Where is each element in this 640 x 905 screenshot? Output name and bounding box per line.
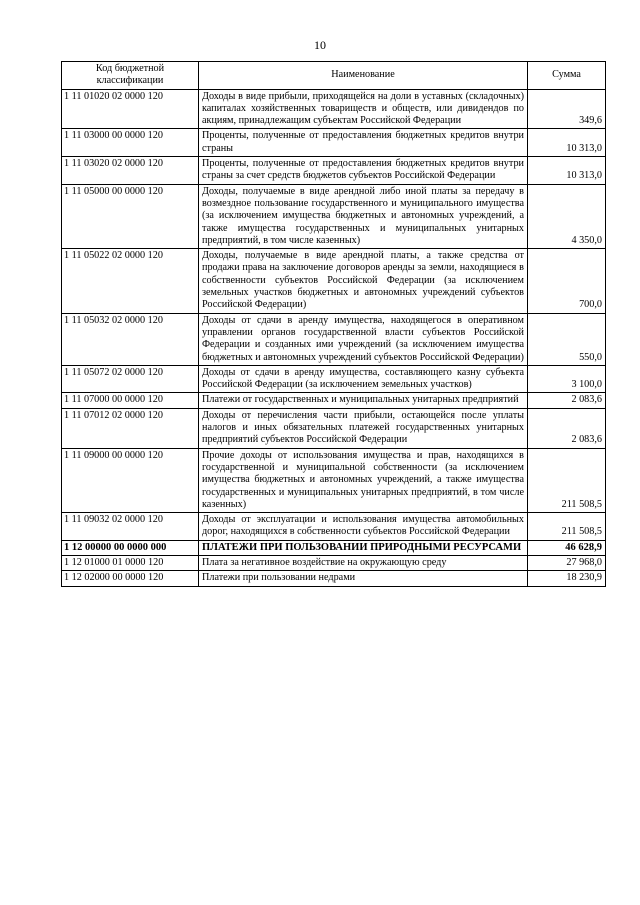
table-header-row bbox=[62, 62, 606, 90]
row-name: Плата за негативное воздействие на окружающую среду bbox=[199, 555, 528, 570]
row-name: Доходы от перечисления части прибыли, остающейся после уплаты налогов и иных обязательных платежей государственных унитарных предприятий субъектов Российской Федерации bbox=[199, 408, 528, 448]
row-name: Платежи от государственных и муниципальных унитарных предприятий bbox=[199, 393, 528, 408]
table-row bbox=[62, 157, 606, 185]
row-code: 1 12 01000 01 0000 120 bbox=[62, 555, 199, 570]
row-name: ПЛАТЕЖИ ПРИ ПОЛЬЗОВАНИИ ПРИРОДНЫМИ РЕСУРСАМИ bbox=[199, 540, 528, 555]
row-code: 1 11 05072 02 0000 120 bbox=[62, 365, 199, 393]
table-row bbox=[62, 365, 606, 393]
row-code: 1 12 00000 00 0000 000 bbox=[62, 540, 199, 555]
row-sum: 3 100,0 bbox=[528, 365, 606, 393]
row-code: 1 11 05022 02 0000 120 bbox=[62, 249, 199, 313]
header-code: Код бюджетной классификации bbox=[62, 62, 199, 90]
row-name: Прочие доходы от использования имущества и прав, находящихся в государственной и муниципальной собственности (за исключением имущества бюджетных и автономных учреждений, а также имущества государственных и муниципальных унитарных предприятий, в том числе казенных) bbox=[199, 448, 528, 512]
row-name: Проценты, полученные от предоставления бюджетных кредитов внутри страны bbox=[199, 129, 528, 157]
table-row bbox=[62, 571, 606, 586]
table-row bbox=[62, 513, 606, 541]
row-sum: 2 083,6 bbox=[528, 408, 606, 448]
row-sum: 700,0 bbox=[528, 249, 606, 313]
row-code: 1 11 09032 02 0000 120 bbox=[62, 513, 199, 541]
row-sum: 211 508,5 bbox=[528, 513, 606, 541]
row-name: Доходы, получаемые в виде арендной либо иной платы за передачу в возмездное пользование государственного и муниципального имущества (за исключением имущества бюджетных и автономных учреждений, а также имущества государственных и муниципальных унитарных предприятий, в том числе казенных) bbox=[199, 184, 528, 248]
row-sum: 4 350,0 bbox=[528, 184, 606, 248]
page-number: 10 bbox=[314, 38, 326, 52]
table-row bbox=[62, 393, 606, 408]
row-sum: 10 313,0 bbox=[528, 129, 606, 157]
row-sum: 211 508,5 bbox=[528, 448, 606, 512]
row-name: Доходы от эксплуатации и использования имущества автомобильных дорог, находящихся в собственности субъектов Российской Федерации bbox=[199, 513, 528, 541]
row-name: Доходы в виде прибыли, приходящейся на доли в уставных (складочных) капиталах хозяйственных товариществ и обществ, или дивидендов по акциям, принадлежащим субъектам Российской Федерации bbox=[199, 89, 528, 129]
row-code: 1 11 07000 00 0000 120 bbox=[62, 393, 199, 408]
row-name: Доходы от сдачи в аренду имущества, составляющего казну субъекта Российской Федерации (за исключением земельных участков) bbox=[199, 365, 528, 393]
table-body bbox=[62, 89, 606, 586]
table-row bbox=[62, 555, 606, 570]
row-sum: 349,6 bbox=[528, 89, 606, 129]
table-row bbox=[62, 448, 606, 512]
table-row bbox=[62, 313, 606, 365]
row-sum: 46 628,9 bbox=[528, 540, 606, 555]
table-row bbox=[62, 249, 606, 313]
row-sum: 18 230,9 bbox=[528, 571, 606, 586]
row-code: 1 12 02000 00 0000 120 bbox=[62, 571, 199, 586]
table-row bbox=[62, 408, 606, 448]
row-name: Доходы, получаемые в виде арендной платы, а также средства от продажи права на заключение договоров аренды за земли, находящиеся в собственности субъектов Российской Федерации (за исключением земельных участков бюджетных и автономных учреждений субъектов Российской Федерации) bbox=[199, 249, 528, 313]
row-code: 1 11 09000 00 0000 120 bbox=[62, 448, 199, 512]
row-sum: 27 968,0 bbox=[528, 555, 606, 570]
row-code: 1 11 03000 00 0000 120 bbox=[62, 129, 199, 157]
table-row bbox=[62, 540, 606, 555]
row-name: Доходы от сдачи в аренду имущества, находящегося в оперативном управлении органов государственной власти субъектов Российской Федерации и созданных ими учреждений (за исключением имущества бюджетных и автономных учреждений субъектов Российской Федерации) bbox=[199, 313, 528, 365]
row-code: 1 11 07012 02 0000 120 bbox=[62, 408, 199, 448]
row-sum: 10 313,0 bbox=[528, 157, 606, 185]
table-row bbox=[62, 89, 606, 129]
row-sum: 550,0 bbox=[528, 313, 606, 365]
header-name: Наименование bbox=[199, 62, 528, 90]
row-code: 1 11 03020 02 0000 120 bbox=[62, 157, 199, 185]
row-code: 1 11 01020 02 0000 120 bbox=[62, 89, 199, 129]
header-sum: Сумма bbox=[528, 62, 606, 90]
row-name: Платежи при пользовании недрами bbox=[199, 571, 528, 586]
table-row bbox=[62, 129, 606, 157]
row-sum: 2 083,6 bbox=[528, 393, 606, 408]
budget-table bbox=[61, 61, 606, 587]
row-name: Проценты, полученные от предоставления бюджетных кредитов внутри страны за счет средств бюджетов субъектов Российской Федерации bbox=[199, 157, 528, 185]
row-code: 1 11 05032 02 0000 120 bbox=[62, 313, 199, 365]
table-row bbox=[62, 184, 606, 248]
row-code: 1 11 05000 00 0000 120 bbox=[62, 184, 199, 248]
